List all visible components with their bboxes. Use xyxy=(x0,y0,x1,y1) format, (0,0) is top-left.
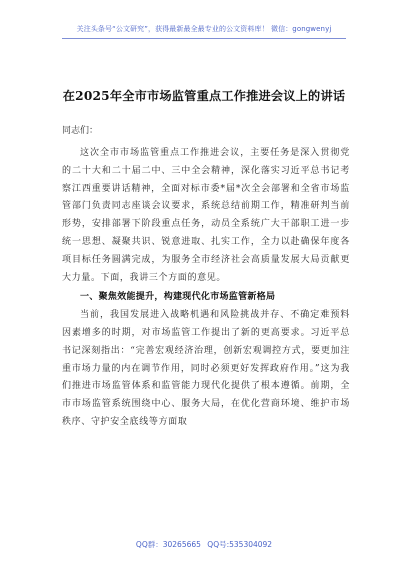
section-1-paragraph: 当前，我国发展进入战略机遇和风险挑战并存、不确定难预料因素增多的时期，对市场监管工作提出了新的更高要求。习近平总书记深刻指出：“完善宏观经济治理，创新宏观调控方式，要更加注重市场力量的内在调节作用，同时必须更好发挥政府作用。”这为我们推进市场监管体系和监管能力现代化提供了根本遵循。前期，全市市场监管系统围绕中心、服务大局，在优化营商环境、维护市场秩序、守护安全底线等方面取 xyxy=(62,310,350,427)
qq-group: QQ群：30265665 xyxy=(135,540,201,549)
intro-paragraph: 这次全市市场监管重点工作推进会议，主要任务是深入贯彻党的二十大和二十届二中、三中全会精神，深化落实习近平总书记考察江西重要讲话精神，全面对标市委*届*次全会部署和全省市场监管部门负责同志座谈会议要求，系统总结前期工作，精准研判当前形势，安排部署下阶段重点任务，动员全系统广大干部职工进一步统一思想、凝聚共识、锐意进取、扎实工作，全力以赴确保年度各项目标任务圆满完成，为服务全市经济社会高质量发展大局贡献更大力量。下面，我讲三个方面的意见。 xyxy=(62,148,350,283)
salutation: 同志们： xyxy=(62,126,99,136)
qq-number: QQ号:535304092 xyxy=(207,540,273,549)
document-body xyxy=(62,145,350,432)
section-heading-1: 一、聚焦效能提升，构建现代化市场监管新格局 xyxy=(80,292,276,303)
promo-header: 关注头条号“公文研究”，获得最新最全最专业的公文资料库！ 微信：gongwenyj xyxy=(76,25,332,33)
document-title: 在2025年全市市场监管重点工作推进会议上的讲话 xyxy=(62,89,346,103)
contact-footer xyxy=(0,539,408,550)
header-divider xyxy=(62,38,346,39)
